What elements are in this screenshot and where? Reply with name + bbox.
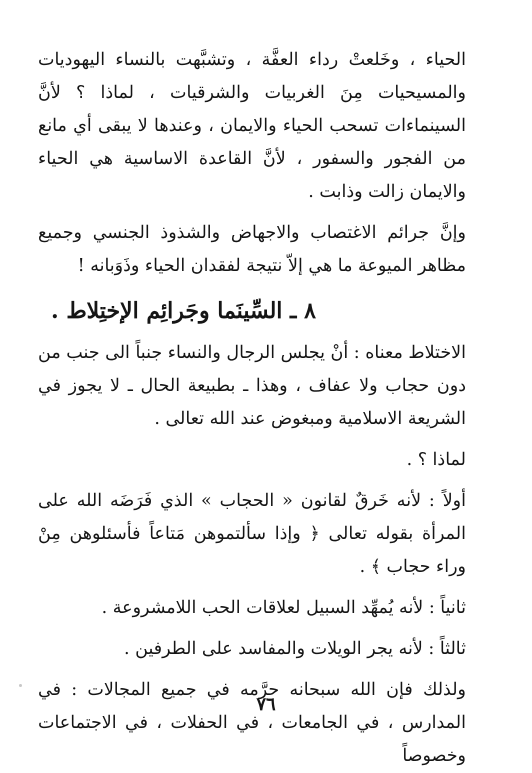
margin-speck <box>19 684 22 687</box>
paragraph-conclusion: ولذلك فإن الله سبحانه حرَّمه في جميع المجالات : في المدارس ، في الجامعات ، في الحفلات ، في الاجتماعات وخصوصاً <box>38 680 466 766</box>
page-number: ٧٦ <box>256 694 276 715</box>
paragraph-reason-one: أولاً : لأنه خَرقٌ لقانون « الحجاب » الذي فَرَضَه الله على المرأة بقوله تعالى ﴿ وإذا سألتموهن مَتاعاً فأسئلوهن مِنْ وراء حجاب ﴾ . <box>38 491 466 577</box>
paragraph-hijab-loss: الحياء ، وخَلعتْ رداء العفَّة ، وتشبَّهت بالنساء اليهوديات والمسيحيات مِنَ الغربيات والشرقيات ، لماذا ؟ لأنَّ السينماءات تسحب الحياء والايمان ، وعندها لا يبقى أي مانع من الفجور والسفور ، لأنَّ القاعدة الاساسية هي الحياء والايمان زالت وذابت . <box>38 50 466 202</box>
paragraph-why: لماذا ؟ . <box>406 450 466 470</box>
paragraph-mixing-definition: الاختلاط معناه : أنْ يجلس الرجال والنساء جنباً الى جنب من دون حجاب ولا عفاف ، وهذا ـ بطبيعة الحال ـ لا يجوز في الشريعة الاسلامية ومبغوض عند الله تعالى . <box>38 343 466 429</box>
paragraph-crimes: وإنَّ جرائم الاغتصاب والاجهاض والشذوذ الجنسي وجميع مظاهر الميوعة ما هي إلاّ نتيجة لفقدان الحياء وذَوَبانه ! <box>38 223 466 276</box>
section-heading: ٨ ـ السِّينَما وجَرائِم الإختِلاط . <box>51 298 316 324</box>
paragraph-reason-two: ثانياً : لأنه يُمهِّد السبيل لعلاقات الحب اللامشروعة . <box>101 598 466 618</box>
paragraph-reason-three: ثالثاً : لأنه يجر الويلات والمفاسد على الطرفين . <box>124 639 466 659</box>
page-body <box>38 44 466 773</box>
